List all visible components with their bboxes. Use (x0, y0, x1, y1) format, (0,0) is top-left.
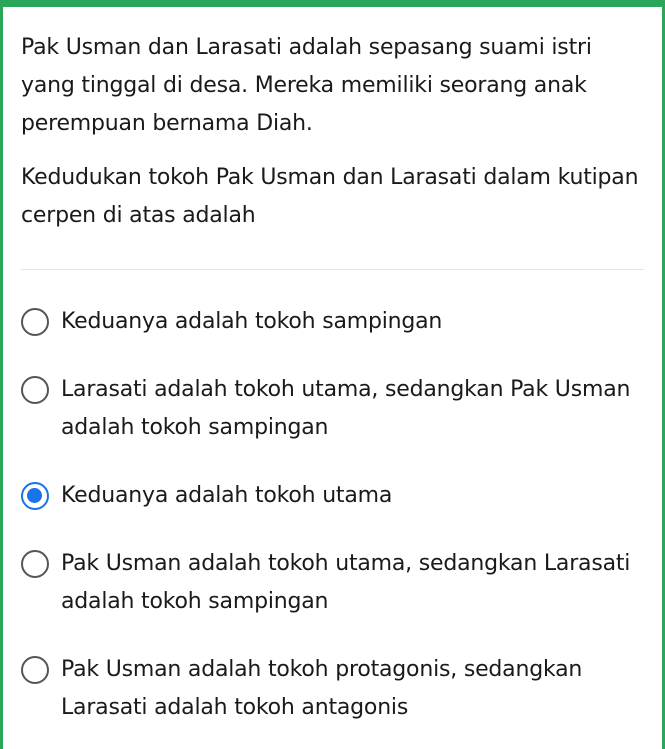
option-item[interactable] (21, 371, 644, 447)
option-item[interactable] (21, 651, 644, 727)
radio-button[interactable] (21, 656, 49, 684)
option-item[interactable] (21, 303, 644, 341)
question-prompt: Kedudukan tokoh Pak Usman dan Larasati dalam kutipan cerpen di atas adalah (21, 165, 639, 228)
option-item[interactable] (21, 477, 644, 515)
radio-button[interactable] (21, 482, 49, 510)
radio-button[interactable] (21, 308, 49, 336)
answer-options (21, 303, 644, 727)
radio-button[interactable] (21, 376, 49, 404)
question-passage: Pak Usman dan Larasati adalah sepasang suami istri yang tinggal di desa. Mereka memiliki seorang anak perempuan bernama Diah. (21, 35, 592, 136)
option-label: Larasati adalah tokoh utama, sedangkan Pak Usman adalah tokoh sampingan (61, 377, 631, 440)
divider (21, 269, 644, 270)
option-label: Pak Usman adalah tokoh protagonis, sedangkan Larasati adalah tokoh antagonis (61, 657, 583, 720)
option-label: Pak Usman adalah tokoh utama, sedangkan Larasati adalah tokoh sampingan (61, 551, 631, 614)
radio-button[interactable] (21, 550, 49, 578)
option-label: Keduanya adalah tokoh utama (61, 483, 393, 508)
option-label: Keduanya adalah tokoh sampingan (61, 309, 443, 334)
question-content (3, 7, 662, 727)
option-item[interactable] (21, 545, 644, 621)
